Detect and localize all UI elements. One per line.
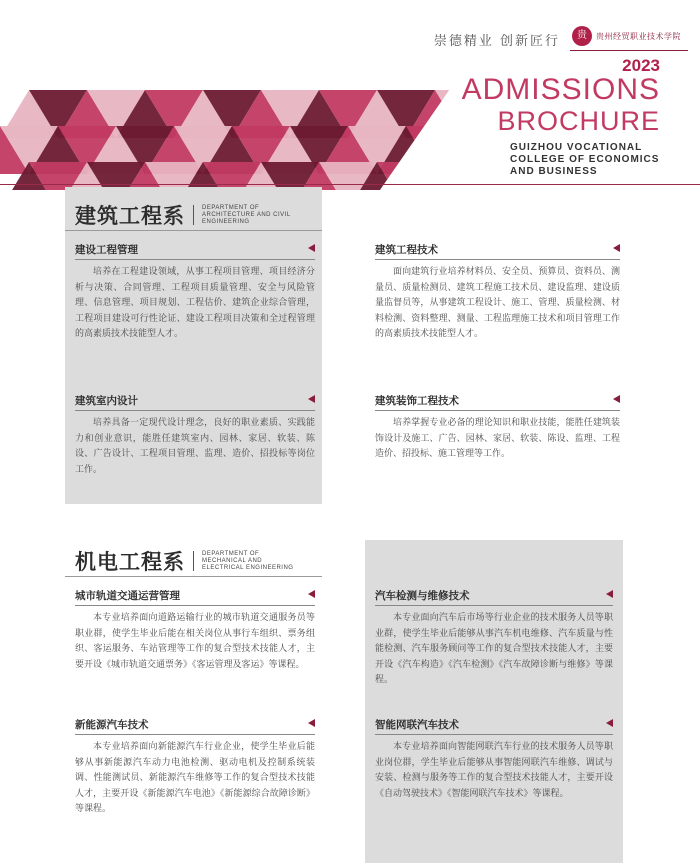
title-brochure: BROCHURE (497, 106, 660, 136)
major-title: 城市轨道交通运营管理 (75, 588, 315, 602)
school-slogan: 崇德精业 创新匠行 (433, 34, 560, 49)
major-title: 建筑装饰工程技术 (375, 393, 620, 407)
college-english-line: AND BUSINESS (510, 166, 598, 177)
major-underline (75, 605, 315, 606)
major-underline (75, 410, 315, 411)
logo-divider (570, 50, 688, 51)
title-admissions: ADMISSIONS (461, 73, 660, 106)
triangle-marker-icon (613, 244, 620, 252)
triangle-marker-icon (606, 590, 613, 598)
major-description: 本专业培养面向道路运输行业的城市轨道交通服务员等职业群，使学生毕业后能在相关岗位从事行车组织、票务组织、客运服务、车站管理等工作的复合型技术技能人才，主要开设《城市轨道交通票务》《客运管理及客运》等课程。 (75, 613, 315, 670)
department-heading (75, 546, 302, 576)
department-english-name: DEPARTMENT OF MECHANICAL AND ELECTRICAL ENGINEERING (202, 550, 294, 571)
major-underline (375, 605, 613, 606)
major-item (75, 717, 315, 818)
college-english-line: GUIZHOU VOCATIONAL (510, 142, 643, 153)
major-title: 建筑工程技术 (375, 242, 620, 256)
brochure-year: 2023 (622, 56, 660, 75)
major-description: 培养掌握专业必备的理论知识和职业技能，能胜任建筑装饰设计及施工、广告、园林、家居、软装、陈设、监理、工程造价、招投标、施工管理等工作。 (375, 418, 620, 459)
major-title: 智能网联汽车技术 (375, 717, 613, 731)
college-logo-text: 贵州经贸职业技术学院 (596, 31, 681, 41)
department-heading-divider (193, 551, 194, 571)
major-title: 新能源汽车技术 (75, 717, 315, 731)
major-title: 建筑室内设计 (75, 393, 315, 407)
major-underline (375, 734, 613, 735)
header-divider (0, 184, 700, 185)
department-heading (75, 200, 302, 230)
department-name: 建筑工程系 (75, 203, 185, 228)
triangle-marker-icon (613, 395, 620, 403)
major-item (75, 242, 315, 343)
major-description: 培养具备一定现代设计理念，良好的职业素质、实践能力和创业意识，能胜任建筑室内、园林、家居、软装、陈设、广告设计、工程项目管理、监理、造价、招投标等岗位工作。 (75, 418, 315, 475)
triangle-marker-icon (308, 590, 315, 598)
college-english-line: COLLEGE OF ECONOMICS (510, 154, 660, 165)
college-seal-icon: 贵 (572, 26, 592, 46)
department-underline (65, 576, 322, 577)
major-title: 建设工程管理 (75, 242, 315, 256)
major-item (75, 588, 315, 673)
triangle-marker-icon (308, 719, 315, 727)
major-item (375, 242, 620, 343)
major-item (375, 393, 620, 463)
major-underline (75, 259, 315, 260)
major-description: 本专业面向汽车后市场等行业企业的技术服务人员等职业群，使学生毕业后能够从事汽车机电维修、汽车质量与性能检测、汽车服务顾问等工作的复合型技术技能人才，主要开设《汽车构造》《汽车检测》《汽车故障诊断与维修》等课程。 (375, 613, 613, 685)
decorative-triangle-banner (0, 0, 470, 190)
major-item (75, 393, 315, 478)
college-logo (572, 26, 681, 46)
major-description: 本专业培养面向新能源汽车行业企业，使学生毕业后能够从事新能源汽车动力电池检测、驱动电机及控制系统装调、性能测试员、新能源汽车维修等工作的复合型技术技能人才，主要开设《新能源汽车电池》《新能源综合故障诊断》等课程。 (75, 742, 315, 814)
major-underline (75, 734, 315, 735)
department-heading-divider (193, 205, 194, 225)
college-english-name (510, 142, 660, 178)
triangle-marker-icon (308, 395, 315, 403)
triangle-marker-icon (308, 244, 315, 252)
major-description: 面向建筑行业培养材料员、安全员、预算员、资料员、测量员、质量检测员、建筑工程施工技术员、建设监理、建设质量监督员等，从事建筑工程设计、施工、管理、质量检测、材料检测、资料整理、测量、工程监理施工技术和项目管理工作的高素质技术技能型人才。 (375, 267, 620, 339)
department-underline (65, 230, 322, 231)
triangle-marker-icon (606, 719, 613, 727)
department-english-name: DEPARTMENT OF ARCHITECTURE AND CIVIL ENGINEERING (202, 204, 291, 225)
major-item (375, 717, 613, 802)
major-underline (375, 259, 620, 260)
major-description: 本专业培养面向智能网联汽车行业的技术服务人员等职业岗位群，学生毕业后能够从事智能网联汽车维修、调试与安装、检测与服务等工作的复合型技术技能人才，主要开设《自动驾驶技术》《智能网联汽车技术》等课程。 (375, 742, 613, 799)
major-item (375, 588, 613, 689)
major-description: 培养在工程建设领域，从事工程项目管理、项目经济分析与决策、合同管理、工程项目质量管理、安全与风险管理、信息管理、项目规划、工程估价、建筑企业综合管理，工程项目建设可行性论证、建设工程项目决策和全过程管理的高素质技术技能型人才。 (75, 267, 315, 339)
major-underline (375, 410, 620, 411)
major-title: 汽车检测与维修技术 (375, 588, 613, 602)
department-name: 机电工程系 (75, 549, 185, 574)
